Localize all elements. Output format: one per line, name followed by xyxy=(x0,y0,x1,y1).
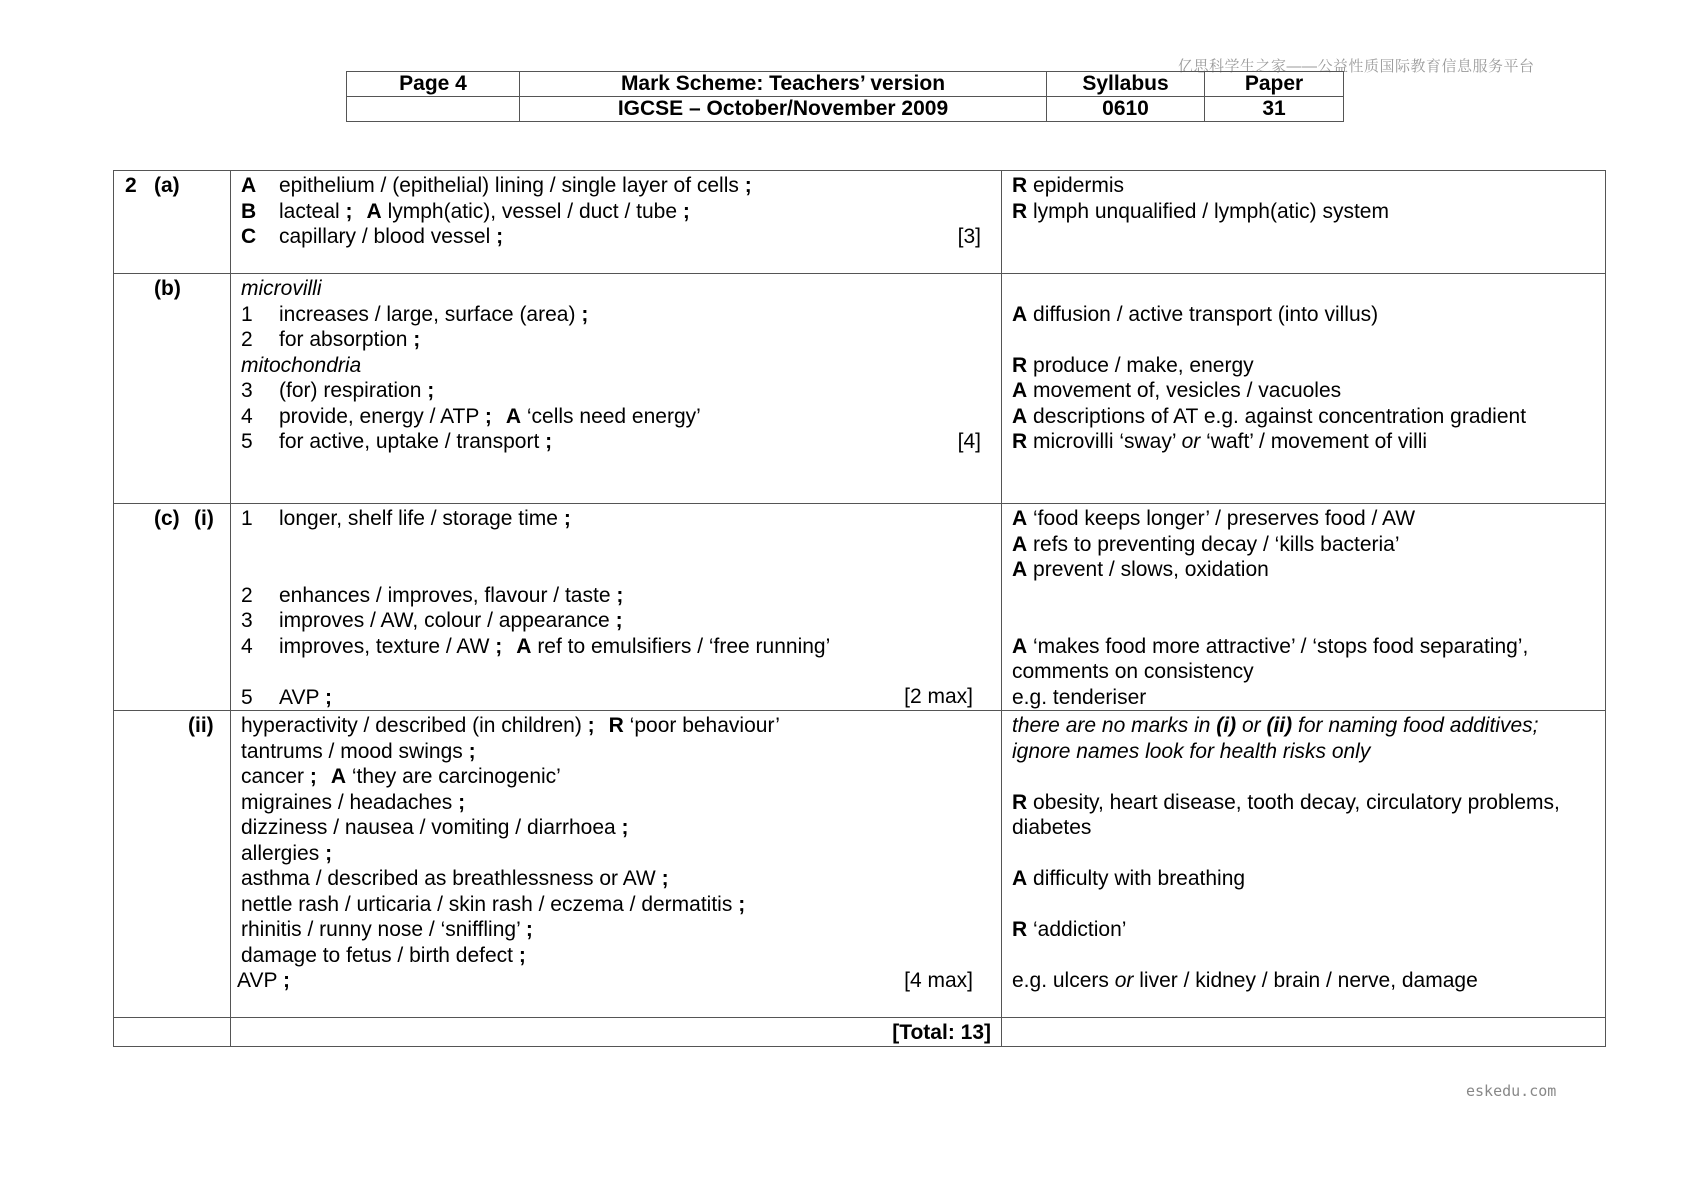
line-text: migraines / headaches xyxy=(241,790,453,814)
answer-line xyxy=(241,583,991,609)
note-line xyxy=(1012,378,1595,404)
part-label-c: (c) xyxy=(154,507,180,530)
row-total xyxy=(114,1018,1606,1047)
note-line xyxy=(1012,353,1595,379)
note-line xyxy=(1012,634,1595,660)
mark-point: ; xyxy=(587,714,595,737)
exam-session: IGCSE – October/November 2009 xyxy=(520,97,1047,122)
reject-key: R xyxy=(1012,918,1028,941)
answer-cell-2b xyxy=(231,274,1002,504)
marks-b: [4] xyxy=(957,430,981,453)
or-word: or xyxy=(1181,430,1201,453)
note-text: epidermis xyxy=(1033,174,1125,197)
note-text: descriptions of AT e.g. against concentration gradient xyxy=(1033,404,1527,428)
note-line xyxy=(1012,506,1595,532)
line-text: nettle rash / urticaria / skin rash / eczema / dermatitis xyxy=(241,892,733,916)
accept-key: A xyxy=(1012,302,1028,326)
accept-key: A xyxy=(505,404,522,428)
mark-point: ; xyxy=(615,609,623,632)
watermark-bottom: eskedu.com xyxy=(1466,1082,1557,1100)
reject-key: R xyxy=(1012,174,1028,197)
answer-line xyxy=(241,866,991,892)
note-line xyxy=(1012,557,1595,583)
total-notes-cell xyxy=(1002,1018,1606,1047)
answer-line xyxy=(241,815,991,841)
answer-line xyxy=(241,917,991,943)
total-label-cell xyxy=(114,1018,231,1047)
answer-line xyxy=(241,685,991,711)
mark-point: ; xyxy=(427,379,435,402)
label-cell-2c-ii xyxy=(114,711,231,1018)
line-text: cancer xyxy=(241,765,305,788)
note-text: ‘waft’ / movement of villi xyxy=(1206,430,1428,453)
marks-c-i: [2 max] xyxy=(904,685,973,708)
note-line: comments on consistency xyxy=(1012,660,1254,683)
note-text: ‘food keeps longer’ / preserves food / AW xyxy=(1033,507,1416,530)
mark-point: ; xyxy=(496,225,504,248)
mark-point: ; xyxy=(525,918,533,941)
mark-point: ; xyxy=(484,404,492,428)
subpart-label-ii: (ii) xyxy=(188,714,214,737)
note-line: diabetes xyxy=(1012,816,1092,839)
note-line xyxy=(1012,866,1595,892)
reject-key: R xyxy=(608,714,624,737)
line-number: 2 xyxy=(241,328,253,351)
line-text: enhances / improves, flavour / taste xyxy=(279,583,611,607)
note-text: ‘makes food more attractive’ / ‘stops food separating’, xyxy=(1033,634,1529,658)
line-text: AVP xyxy=(237,969,278,992)
mark-point: ; xyxy=(545,430,553,453)
answer-line xyxy=(241,943,991,969)
answer-line xyxy=(241,506,991,532)
mark-point: ; xyxy=(518,943,526,967)
answer-line xyxy=(241,199,991,225)
answer-line xyxy=(241,764,991,790)
reject-key: R xyxy=(1012,790,1028,814)
line-number: 3 xyxy=(241,379,253,402)
mark-point: ; xyxy=(682,199,690,223)
syllabus-label: Syllabus xyxy=(1047,72,1205,97)
accept-key: A xyxy=(1012,634,1028,658)
notes-cell-2a xyxy=(1002,171,1606,274)
note-text: diffusion / active transport (into villus) xyxy=(1033,302,1379,326)
note-text: there are no marks in xyxy=(1012,714,1211,737)
mark-point: ; xyxy=(282,969,290,992)
note-line xyxy=(1012,429,1595,455)
watermark-top: 亿思科学生之家——公益性质国际教育信息服务平台 xyxy=(1178,58,1535,75)
note-line: e.g. tenderiser xyxy=(1012,685,1147,709)
note-line xyxy=(1012,199,1595,225)
total-marks: [Total: 13] xyxy=(892,1021,991,1044)
line-text: asthma / described as breathlessness or AW xyxy=(241,867,656,890)
mark-scheme-table xyxy=(113,170,1606,1047)
line-text: for absorption xyxy=(279,328,408,351)
line-text: damage to fetus / birth defect xyxy=(241,943,513,967)
accept-text: lymph(atic), vessel / duct / tube xyxy=(387,199,678,223)
note-text: prevent / slows, oxidation xyxy=(1033,558,1269,581)
note-text: obesity, heart disease, tooth decay, circulatory problems, xyxy=(1033,790,1560,814)
mark-point: ; xyxy=(738,892,746,916)
line-text: improves, texture / AW xyxy=(279,634,490,658)
note-text: microvilli ‘sway’ xyxy=(1033,430,1176,453)
paper-number: 31 xyxy=(1205,97,1344,122)
accept-key: A xyxy=(330,765,347,788)
note-line xyxy=(1012,532,1595,558)
line-text: allergies xyxy=(241,841,320,865)
note-text: for naming food additives; xyxy=(1297,714,1539,737)
line-text: capillary / blood vessel xyxy=(279,225,491,248)
answer-line xyxy=(241,790,991,816)
note-ref: (ii) xyxy=(1266,714,1293,737)
line-text: improves / AW, colour / appearance xyxy=(279,609,610,632)
line-number: 2 xyxy=(241,583,253,607)
accept-key: A xyxy=(516,634,532,658)
line-text: rhinitis / runny nose / ‘sniffling’ xyxy=(241,918,520,941)
line-number: 5 xyxy=(241,685,253,709)
note-text: ‘addiction’ xyxy=(1033,918,1127,941)
total-cell xyxy=(231,1018,1002,1047)
note-text: produce / make, energy xyxy=(1033,353,1254,377)
line-text: tantrums / mood swings xyxy=(241,739,463,763)
mark-point: ; xyxy=(616,583,624,607)
subpart-label-i: (i) xyxy=(194,507,214,530)
note-line: ignore names look for health risks only xyxy=(1012,739,1371,763)
mark-point: ; xyxy=(661,867,669,890)
note-text: difficulty with breathing xyxy=(1033,867,1246,890)
or-word: or xyxy=(1241,714,1261,737)
accept-key: A xyxy=(1012,379,1028,402)
line-number: 1 xyxy=(241,302,253,326)
answer-line xyxy=(241,608,991,634)
header-table xyxy=(346,71,1344,122)
note-line xyxy=(1012,713,1595,739)
answer-line xyxy=(241,302,991,328)
mark-point: ; xyxy=(744,174,752,197)
line-text: lacteal xyxy=(279,199,340,223)
mark-point: ; xyxy=(458,790,466,814)
line-key: C xyxy=(241,225,257,248)
answer-line xyxy=(241,634,991,660)
answer-line xyxy=(237,968,991,994)
accept-text: ‘cells need energy’ xyxy=(526,404,701,428)
row-2b xyxy=(114,274,1606,504)
note-line xyxy=(1012,173,1595,199)
note-line xyxy=(1012,790,1595,816)
answer-line xyxy=(241,173,991,199)
doc-title: Mark Scheme: Teachers’ version xyxy=(520,72,1047,97)
mark-point: ; xyxy=(324,685,332,709)
label-cell-2a xyxy=(114,171,231,274)
note-text: movement of, vesicles / vacuoles xyxy=(1033,379,1342,402)
mark-point: ; xyxy=(621,816,629,839)
line-number: 4 xyxy=(241,634,253,658)
answer-line xyxy=(241,739,991,765)
line-key: A xyxy=(241,174,257,197)
accept-key: A xyxy=(1012,867,1028,890)
mark-point: ; xyxy=(581,302,589,326)
line-text: (for) respiration xyxy=(279,379,422,402)
answer-line xyxy=(241,378,991,404)
marks-a: [3] xyxy=(957,225,981,248)
reject-text: ‘poor behaviour’ xyxy=(629,714,780,737)
line-text: epithelium / (epithelial) lining / single layer of cells xyxy=(279,174,739,197)
note-line xyxy=(1012,968,1595,994)
part-label-b: (b) xyxy=(154,277,181,300)
label-cell-2c-i xyxy=(114,504,231,711)
note-text: liver / kidney / brain / nerve, damage xyxy=(1139,969,1478,992)
reject-key: R xyxy=(1012,199,1028,223)
mark-point: ; xyxy=(345,199,353,223)
answer-line xyxy=(241,429,991,455)
line-number: 1 xyxy=(241,507,253,530)
accept-key: A xyxy=(1012,507,1028,530)
answer-line xyxy=(241,224,991,250)
accept-key: A xyxy=(366,199,382,223)
paper-label: Paper xyxy=(1205,72,1344,97)
line-key: B xyxy=(241,199,257,223)
answer-line xyxy=(241,713,991,739)
or-word: or xyxy=(1114,969,1134,992)
line-number: 5 xyxy=(241,430,253,453)
answer-line xyxy=(241,327,991,353)
answer-line xyxy=(241,892,991,918)
accept-text: ref to emulsifiers / ‘free running’ xyxy=(537,634,831,658)
page-label: Page 4 xyxy=(347,72,520,97)
answer-cell-2c-i xyxy=(231,504,1002,711)
notes-cell-2c-ii xyxy=(1002,711,1606,1018)
note-ref: (i) xyxy=(1216,714,1237,737)
line-number: 3 xyxy=(241,609,253,632)
mark-point: ; xyxy=(325,841,333,865)
line-text: dizziness / nausea / vomiting / diarrhoea xyxy=(241,816,616,839)
note-line xyxy=(1012,302,1595,328)
answer-line xyxy=(241,841,991,867)
line-number: 4 xyxy=(241,404,253,428)
row-2c-i xyxy=(114,504,1606,711)
mark-point: ; xyxy=(495,634,503,658)
accept-key: A xyxy=(1012,532,1028,556)
accept-key: A xyxy=(1012,404,1028,428)
line-text: for active, uptake / transport xyxy=(279,430,540,453)
syllabus-code: 0610 xyxy=(1047,97,1205,122)
line-text: increases / large, surface (area) xyxy=(279,302,576,326)
answer-cell-2c-ii xyxy=(231,711,1002,1018)
label-cell-2b xyxy=(114,274,231,504)
note-text: refs to preventing decay / ‘kills bacteria’ xyxy=(1033,532,1400,556)
note-text: lymph unqualified / lymph(atic) system xyxy=(1033,199,1389,223)
accept-key: A xyxy=(1012,558,1028,581)
section-heading: mitochondria xyxy=(241,353,362,377)
line-text: AVP xyxy=(279,685,320,709)
row-2a xyxy=(114,171,1606,274)
mark-point: ; xyxy=(413,328,421,351)
mark-point: ; xyxy=(309,765,317,788)
line-text: longer, shelf life / storage time xyxy=(279,507,558,530)
accept-text: ‘they are carcinogenic’ xyxy=(351,765,561,788)
note-text: e.g. ulcers xyxy=(1012,969,1109,992)
note-line xyxy=(1012,404,1595,430)
answer-line xyxy=(241,404,991,430)
section-heading: microvilli xyxy=(241,277,322,300)
note-line xyxy=(1012,917,1595,943)
reject-key: R xyxy=(1012,430,1028,453)
notes-cell-2c-i xyxy=(1002,504,1606,711)
line-text: hyperactivity / described (in children) xyxy=(241,714,582,737)
question-number: 2 xyxy=(125,174,137,197)
notes-cell-2b xyxy=(1002,274,1606,504)
reject-key: R xyxy=(1012,353,1028,377)
mark-point: ; xyxy=(563,507,571,530)
answer-cell-2a xyxy=(231,171,1002,274)
line-text: provide, energy / ATP xyxy=(279,404,480,428)
row-2c-ii xyxy=(114,711,1606,1018)
marks-c-ii: [4 max] xyxy=(904,969,973,992)
mark-point: ; xyxy=(468,739,476,763)
part-label-a: (a) xyxy=(154,174,180,197)
header-blank-cell xyxy=(347,97,520,122)
